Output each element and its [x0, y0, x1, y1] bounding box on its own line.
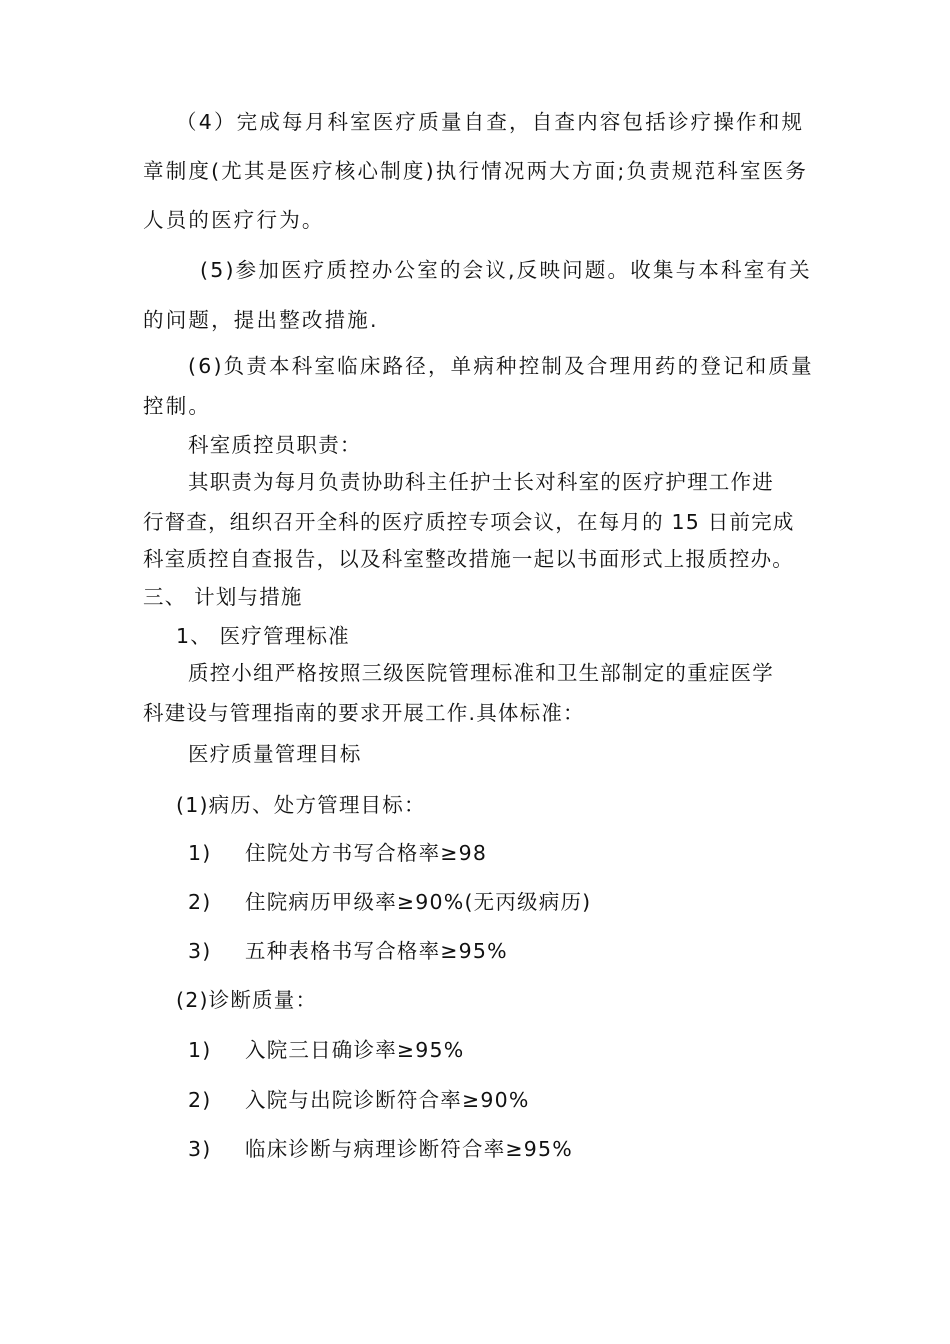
p5-line2: 的问题，提出整改措施.	[143, 308, 379, 332]
p4-line3: 人员的医疗行为。	[143, 208, 325, 232]
goal2-item2-num: 2)	[188, 1088, 212, 1112]
p4-line1: （4）完成每月科室医疗质量自查，自查内容包括诊疗操作和规	[176, 110, 805, 134]
goal2-item1-num: 1)	[188, 1038, 212, 1062]
goal2-item2-text: 入院与出院诊断符合率≥90%	[245, 1088, 530, 1112]
standard-line1: 质控小组严格按照三级医院管理标准和卫生部制定的重症医学	[188, 661, 774, 685]
goal1-item2-num: 2)	[188, 890, 212, 914]
goal1-item1-text: 住院处方书写合格率≥98	[245, 841, 488, 865]
goal1-item1-num: 1)	[188, 841, 212, 865]
p4-line2: 章制度(尤其是医疗核心制度)执行情况两大方面;负责规范科室医务	[143, 159, 809, 183]
goal2-item1-text: 入院三日确诊率≥95%	[245, 1038, 465, 1062]
section3-title: 三、 计划与措施	[143, 585, 303, 609]
goal1-item3-num: 3)	[188, 939, 212, 963]
qc-duty-heading: 科室质控员职责：	[188, 433, 362, 457]
qc-duty-line3: 科室质控自查报告，以及科室整改措施一起以书面形式上报质控办。	[143, 547, 794, 571]
quality-goal-heading: 医疗质量管理目标	[188, 742, 362, 766]
goal2-item3-num: 3)	[188, 1137, 212, 1161]
goal1-item3-text: 五种表格书写合格率≥95%	[245, 939, 508, 963]
p6-line1: (6)负责本科室临床路径，单病种控制及合理用药的登记和质量	[188, 354, 814, 378]
goal2-item3-text: 临床诊断与病理诊断符合率≥95%	[245, 1137, 573, 1161]
qc-duty-line1: 其职责为每月负责协助科主任护士长对科室的医疗护理工作进	[188, 470, 774, 494]
goal1-heading: (1)病历、处方管理目标：	[176, 793, 426, 817]
goal2-heading: (2)诊断质量：	[176, 988, 318, 1012]
p5-line1: (5)参加医疗质控办公室的会议,反映问题。收集与本科室有关	[200, 258, 812, 282]
item1-title: 1、 医疗管理标准	[176, 624, 350, 648]
standard-line2: 科建设与管理指南的要求开展工作.具体标准：	[143, 701, 585, 725]
qc-duty-line2: 行督查，组织召开全科的医疗质控专项会议，在每月的 15 日前完成	[143, 510, 795, 534]
goal1-item2-text: 住院病历甲级率≥90%(无丙级病历)	[245, 890, 592, 914]
p6-line2: 控制。	[143, 394, 212, 418]
